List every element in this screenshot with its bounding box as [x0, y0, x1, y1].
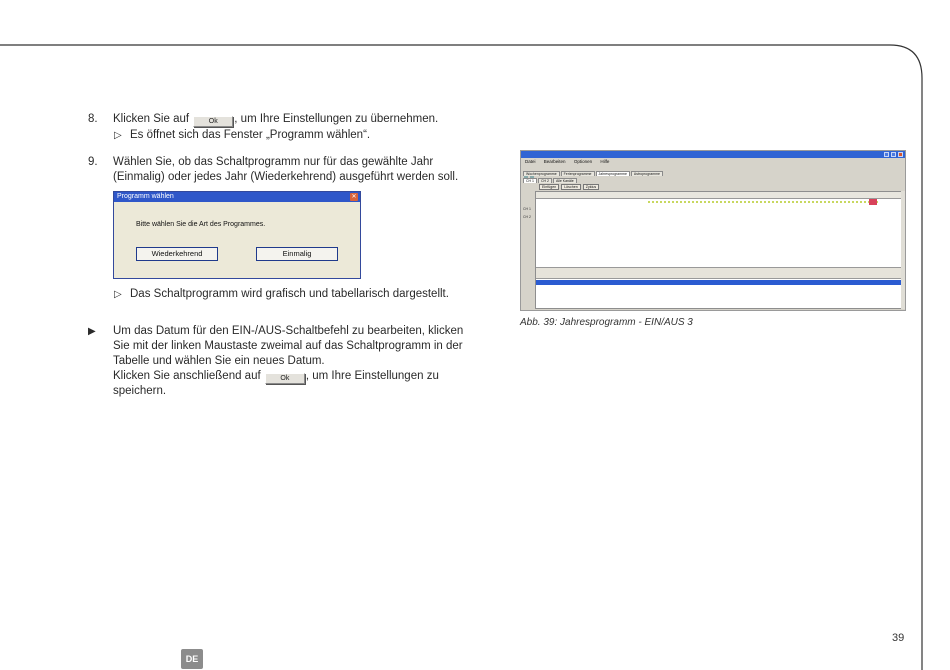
bullet-arrow-icon: ▶: [88, 326, 96, 337]
channel-label: CH 1: [523, 207, 531, 211]
result-triangle-icon: ▷: [114, 289, 122, 300]
dialog-message: Bitte wählen Sie die Art des Programmes.: [136, 221, 266, 228]
step-result: [113, 128, 478, 143]
table-header: [536, 267, 902, 279]
step-result-text: Das Schaltprogramm wird grafisch und tabellarisch dargestellt.: [130, 288, 449, 300]
result-triangle-icon: ▷: [114, 130, 122, 141]
minimize-icon: [884, 152, 889, 157]
time-scale: [536, 192, 902, 199]
step-result-text: Es öffnet sich das Fenster „Programm wählen“.: [130, 129, 371, 141]
tab-yearly: Jahresprogramme: [596, 171, 630, 176]
software-screenshot: [520, 150, 906, 311]
schedule-bar: [648, 201, 878, 203]
cycle-button: Zyklus: [583, 184, 599, 190]
tab-all-channels: Alle Kanäle: [553, 178, 577, 183]
tab-holiday: Ferienprogramme: [561, 171, 595, 176]
close-icon: [898, 152, 903, 157]
ok-button-image: Ok: [193, 116, 233, 127]
step-text: Wählen Sie, ob das Schaltprogramm nur für das gewählte Jahr (Einmalig) oder jedes Jahr (Wiederkehrend) ausgeführt werden soll.: [113, 156, 459, 183]
menu-optionen: Optionen: [573, 159, 593, 164]
step-number: 8.: [88, 113, 98, 125]
menu-bar: [521, 158, 905, 165]
instruction-text-before: Klicken Sie anschließend auf: [113, 370, 261, 382]
instructions-column: [88, 112, 478, 399]
step-result: [113, 287, 478, 302]
once-button: Einmalig: [256, 247, 338, 261]
ok-button-image: Ok: [265, 373, 305, 384]
dialog-title: Programm wählen: [114, 192, 360, 202]
schedule-panel: [535, 191, 903, 309]
program-select-dialog: [113, 191, 361, 279]
recurring-button: Wiederkehrend: [136, 247, 218, 261]
tab-ch1: CH 1: [523, 178, 537, 183]
tab-ch2: CH 2: [538, 178, 552, 183]
delete-button: Löschen: [561, 184, 581, 190]
table-row: [536, 280, 902, 285]
program-tabs: [521, 171, 905, 178]
step-number: 9.: [88, 156, 98, 168]
maximize-icon: [891, 152, 896, 157]
schedule-marker: [869, 199, 877, 205]
close-icon: ✕: [351, 194, 357, 200]
step-9: [88, 155, 478, 302]
instruction-text: Um das Datum für den EIN-/AUS-Schaltbefehl zu bearbeiten, klicken Sie mit der linken Maustaste zweimal auf das Schaltprogramm in der Tabelle und wählen Sie ein neues Datum.: [113, 325, 464, 367]
language-badge: DE: [181, 649, 203, 669]
menu-bearbeiten: Bearbeiten: [543, 159, 566, 164]
tab-weekly: Wochenprogramme: [523, 171, 560, 176]
channel-label: CH 2: [523, 215, 531, 219]
page-number: 39: [892, 632, 905, 644]
instruction-text-after: , um Ihre Einstellungen zu speichern.: [113, 370, 439, 397]
menu-hilfe: Hilfe: [600, 159, 610, 164]
step-text-after: , um Ihre Einstellungen zu übernehmen.: [234, 113, 439, 125]
edit-date-instruction: [88, 324, 478, 399]
scrollbar: [901, 191, 905, 309]
step-8: [88, 112, 478, 143]
window-titlebar: [521, 151, 905, 158]
insert-button: Einfügen: [539, 184, 559, 190]
step-text-before: Klicken Sie auf: [113, 113, 190, 125]
tab-astro: Astroprogramme: [631, 171, 663, 176]
tool-row: [539, 184, 601, 190]
menu-datei: Datei: [525, 159, 536, 164]
figure-caption: Abb. 39: Jahresprogramm - EIN/AUS 3: [520, 317, 693, 328]
